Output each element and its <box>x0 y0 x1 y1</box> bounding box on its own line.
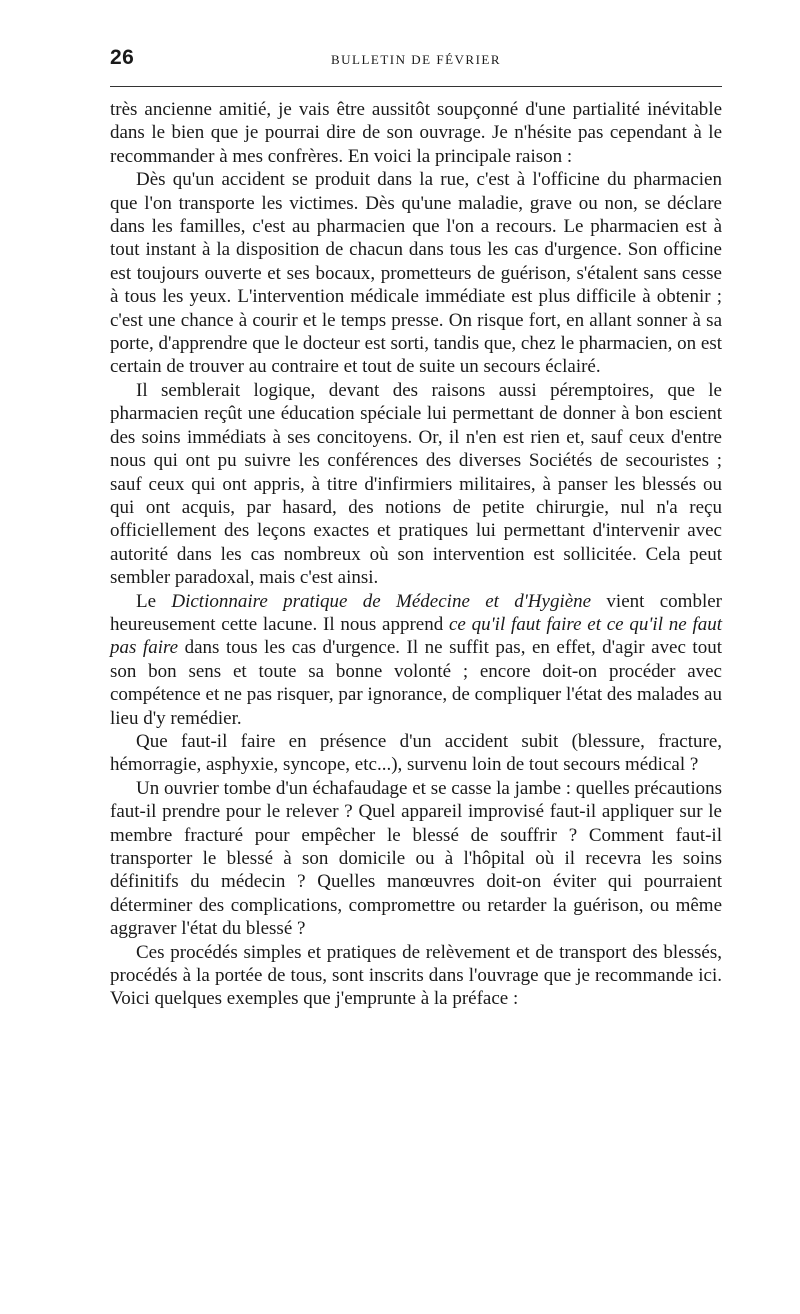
paragraph-education: Il semblerait logique, devant des raisons aussi péremptoires, que le pharmacien reçût une éducation spéciale lui permettant de donner à bon escient des soins immédiats à ses concitoyens. Or, il n'en est rien et, sauf ceux d'entre nous qui ont pu suivre les conférences des diverses Sociétés de secouristes ; sauf ceux qui ont appris, à titre d'infirmiers militaires, à panser les blessés ou qui ont acquis, par hasard, des notions de petite chirurgie, nul n'a reçu officiellement des leçons exactes et pratiques lui permettant d'intervenir avec autorité dans les cas nombreux où son intervention est sollicitée. Cela peut sembler paradoxal, mais c'est ainsi. <box>110 379 722 589</box>
dictionary-quote: ce qu'il faut faire et ce qu'il ne faut pas faire <box>110 613 723 659</box>
dictionary-text-1: Le <box>136 590 172 612</box>
header-rule <box>110 86 722 87</box>
dictionary-text-3: dans tous les cas d'urgence. Il ne suffit pas, en effet, d'agir avec tout son bon sens et toute sa bonne volonté ; encore doit-on procéder avec compétence et ne pas risquer, par ignorance, de compliquer l'état des malades au lieu d'y remédier. <box>110 637 722 729</box>
page-header <box>110 46 722 76</box>
paragraph-dictionary <box>110 590 722 730</box>
page-number: 26 <box>110 46 135 69</box>
paragraph-continuation: très ancienne amitié, je vais être aussitôt soupçonné d'une partialité inévitable dans le bien que je pourrai dire de son ouvrage. Je n'hésite pas cependant à le recommander à mes confrères. En voici la principale raison : <box>110 99 722 167</box>
paragraph-question: Que faut-il faire en présence d'un accident subit (blessure, fracture, hémorragie, asphyxie, syncope, etc...), survenu loin de tout secours médical ? <box>110 730 722 776</box>
paragraph-worker: Un ouvrier tombe d'un échafaudage et se casse la jambe : quelles précautions faut-il prendre pour le relever ? Quel appareil improvisé faut-il appliquer sur le membre fracturé pour empêcher le blessé de souffrir ? Comment faut-il transporter le blessé à son domicile ou à l'hôpital où il recevra les soins définitifs du médecin ? Quelles manœuvres doit-on éviter qui pourraient déterminer des complications, compromettre ou retarder la guérison, ou même aggraver l'état du blessé ? <box>110 777 722 940</box>
dictionary-title: Dictionnaire pratique de Médecine et d'Hygiène <box>171 590 592 612</box>
body-text <box>110 98 722 1011</box>
running-title: BULLETIN DE FÉVRIER <box>330 52 502 67</box>
paragraph-accident: Dès qu'un accident se produit dans la rue, c'est à l'officine du pharmacien que l'on transporte les victimes. Dès qu'une maladie, grave ou non, se déclare dans les familles, c'est au pharmacien que l'on a recours. Le pharmacien est à tout instant à la disposition de chacun dans tous les cas d'urgence. Son officine est toujours ouverte et ses bocaux, prometteurs de guérison, s'étalent sans cesse à tous les yeux. L'intervention médicale immédiate est plus difficile à obtenir ; c'est une chance à courir et le temps presse. On risque fort, en allant sonner à sa porte, d'apprendre que le docteur est sorti, tandis que, chez le pharmacien, on est certain de trouver au contraire et tout de suite un secours éclairé. <box>110 169 722 378</box>
paragraph-procedures: Ces procédés simples et pratiques de relèvement et de transport des blessés, procédés à la portée de tous, sont inscrits dans l'ouvrage que je recommande ici. Voici quelques exemples que j'emprunte à la préface : <box>110 941 722 1010</box>
dictionary-text-2: vient combler heureusement cette lacune. Il nous apprend <box>110 590 722 635</box>
